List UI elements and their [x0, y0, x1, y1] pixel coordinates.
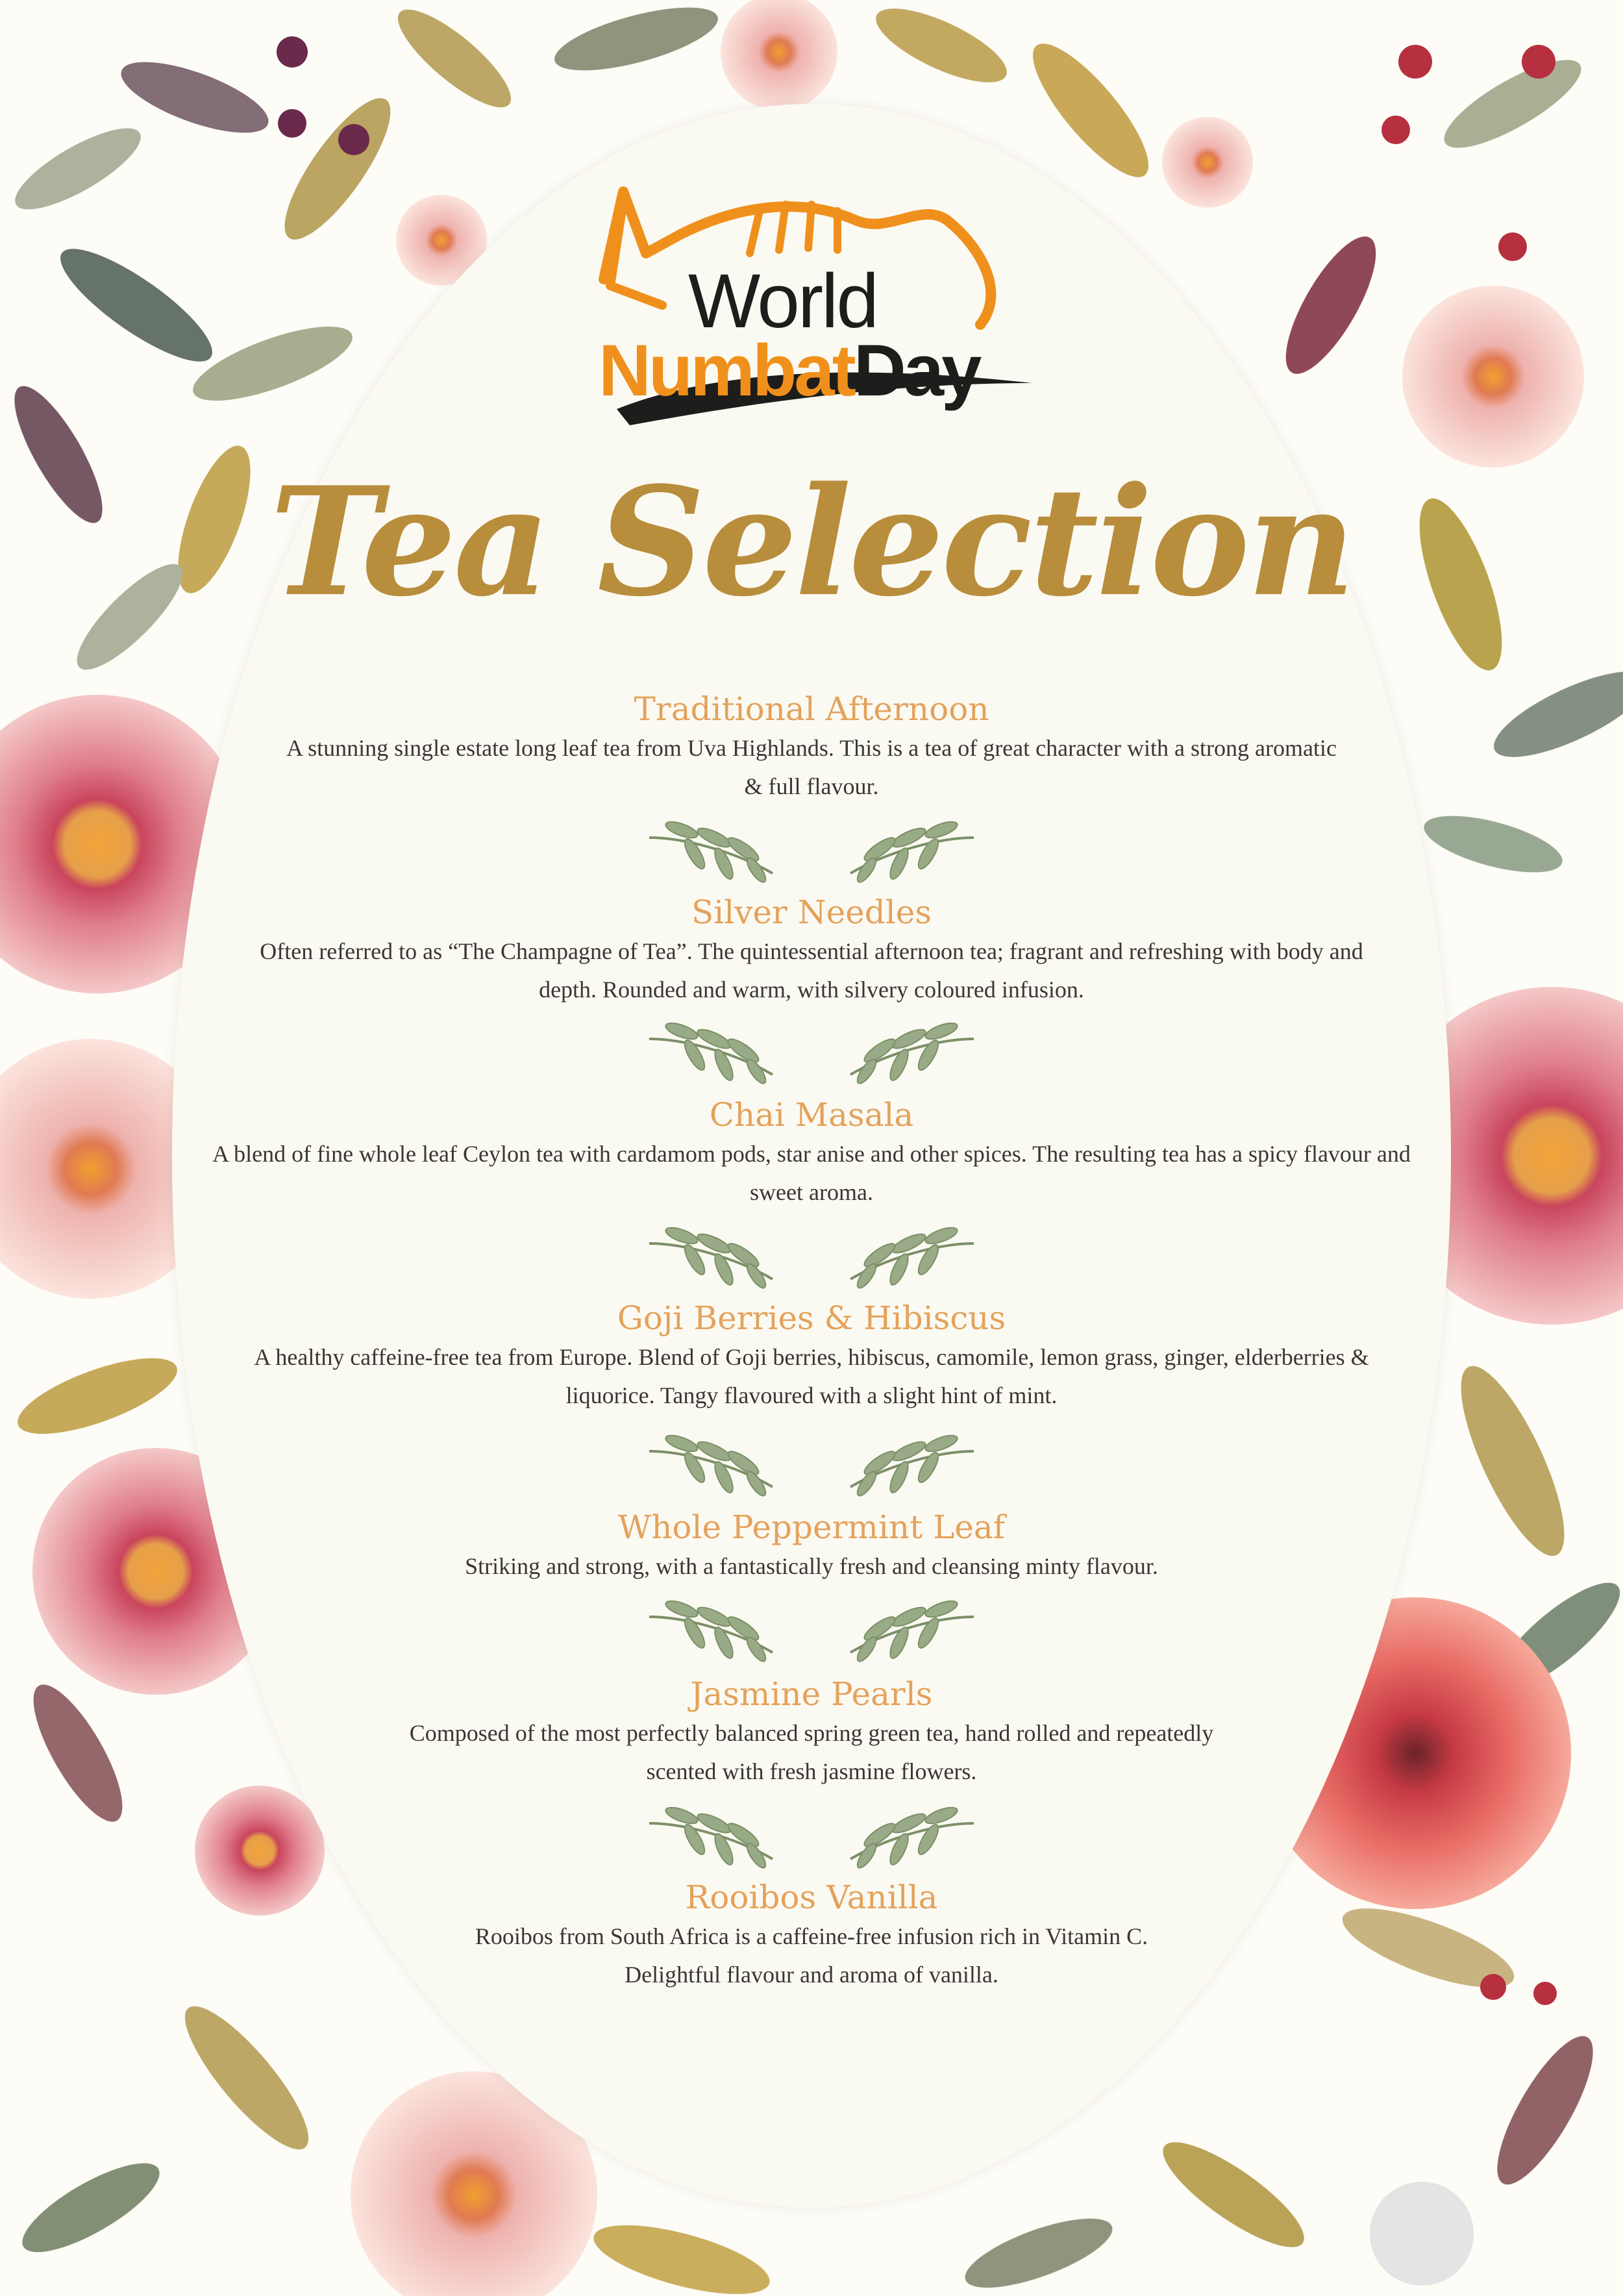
logo-text-numbat-day [599, 330, 980, 411]
leaf-divider-icon [643, 812, 980, 883]
tea-description: Rooibos from South Africa is a caffeine-free infusion rich in Vitamin C. Delightful flavour and aroma of vanilla. [475, 1923, 1148, 1988]
tea-name: Rooibos Vanilla [685, 1878, 938, 1916]
tea-name: Whole Peppermint Leaf [617, 1508, 1006, 1546]
logo-text-numbat: Numbat [599, 330, 854, 411]
leaf-divider-icon [643, 1013, 980, 1084]
leaf-divider-icon [643, 1797, 980, 1869]
tea-item-rooibos-vanilla [0, 1877, 1623, 1994]
tea-description: A blend of fine whole leaf Ceylon tea with cardamom pods, star anise and other spices. The resulting tea has a spicy flavour and sweet aroma. [212, 1141, 1411, 1205]
tea-description: A healthy caffeine-free tea from Europe. Blend of Goji berries, hibiscus, camomile, lemon grass, ginger, elderberries & liquorice. Tangy flavoured with a slight hint of mint. [254, 1344, 1369, 1408]
tea-description: A stunning single estate long leaf tea from Uva Highlands. This is a tea of great character with a strong aromatic & full flavour. [286, 735, 1337, 799]
leaf-divider-icon [643, 1217, 980, 1289]
tea-description: Composed of the most perfectly balanced spring green tea, hand rolled and repeatedly scented with fresh jasmine flowers. [409, 1720, 1214, 1784]
tea-name: Goji Berries & Hibiscus [617, 1299, 1006, 1337]
logo-text-world: World [688, 258, 878, 344]
tea-item-whole-peppermint-leaf [0, 1507, 1623, 1586]
tea-description: Striking and strong, with a fantastically fresh and cleansing minty flavour. [465, 1553, 1158, 1579]
tea-item-traditional-afternoon [0, 689, 1623, 806]
tea-item-chai-masala [0, 1095, 1623, 1212]
tea-name: Traditional Afternoon [634, 690, 989, 728]
tea-name: Chai Masala [709, 1096, 914, 1134]
tea-name: Silver Needles [691, 893, 932, 931]
leaf-divider-icon [643, 1425, 980, 1497]
tea-name: Jasmine Pearls [690, 1675, 933, 1713]
logo-text-day: Day [853, 330, 980, 411]
page-title: Tea Selection [269, 455, 1354, 630]
leaf-divider-icon [643, 1591, 980, 1662]
tea-item-goji-berries-hibiscus [0, 1298, 1623, 1415]
tea-item-silver-needles [0, 892, 1623, 1009]
tea-description: Often referred to as “The Champagne of Tea”. The quintessential afternoon tea; fragrant and refreshing with body and depth. Rounded and warm, with silvery coloured infusion. [260, 938, 1363, 1003]
tea-item-jasmine-pearls [0, 1674, 1623, 1791]
